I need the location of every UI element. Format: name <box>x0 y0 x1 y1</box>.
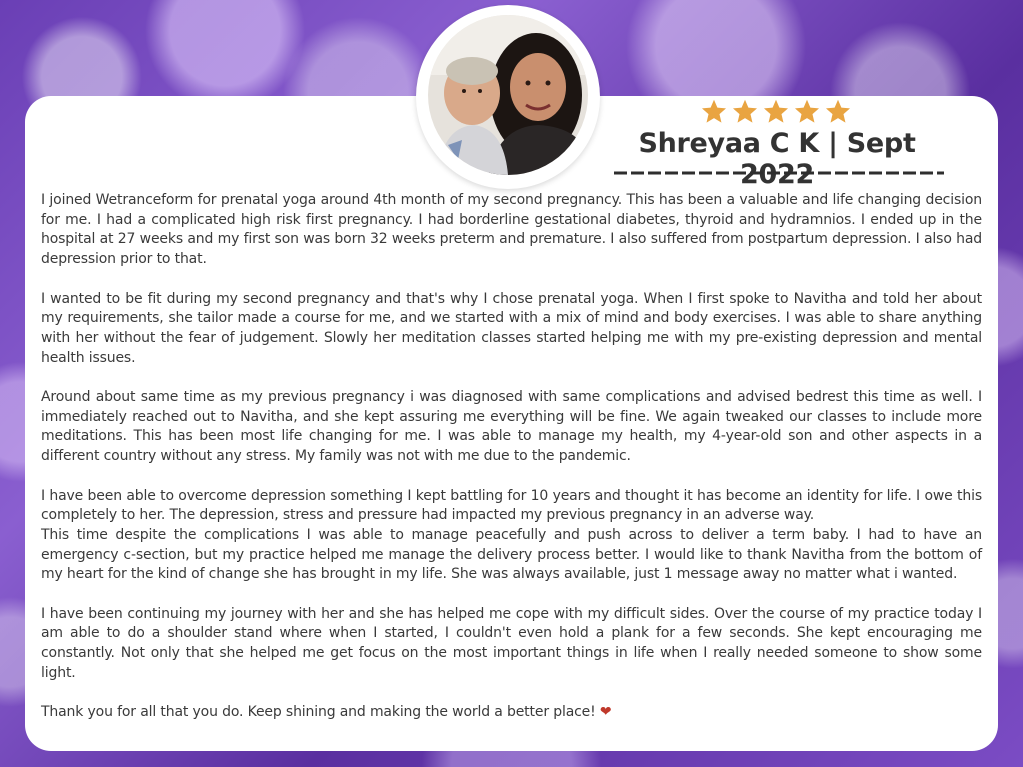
paragraph: I joined Wetranceform for prenatal yoga around 4th month of my second pregnancy. This has been a valuable and life changing decision for me. I had a complicated high risk first pregnancy. I had borderline gestational diabetes, thyroid and hydramnios. I ended up in the hospital at 27 weeks and my first son was born 32 weeks preterm and premature. I also suffered from postpartum depression. I also had depression prior to that. <box>41 192 982 268</box>
avatar <box>416 5 600 189</box>
closing-line <box>41 703 982 723</box>
avatar-photo <box>428 15 588 175</box>
name-underline <box>612 169 946 177</box>
paragraph: This time despite the complications I was able to manage peacefully and push across to deliver a term baby. I had to have an emergency c-section, but my practice helped me manage the delivery process better. I would like to thank Navitha from the bottom of my heart for the kind of change she has brought in my life. She was always available, just 1 message away no matter what i wanted. <box>41 526 982 583</box>
closing-text: Thank you for all that you do. Keep shining and making the world a better place! <box>41 704 596 721</box>
star-icon <box>793 98 821 126</box>
rating-stars <box>700 98 856 128</box>
star-icon <box>762 98 790 126</box>
star-icon <box>731 98 759 126</box>
paragraph: I wanted to be fit during my second pregnancy and that's why I chose prenatal yoga. When I first spoke to Navitha and told her about my requirements, she tailor made a course for me, and we started with a mix of mind and body exercises. I was able to share anything with her without the fear of judgement. Slowly her meditation classes started helping me with my pre-existing depression and mental health issues. <box>41 290 982 366</box>
heart-icon: ❤ <box>599 704 612 721</box>
paragraph: I have been continuing my journey with her and she has helped me cope with my difficult sides. Over the course of my practice today I am able to do a shoulder stand where when I started, I couldn't even hold a plank for a few seconds. She kept encouraging me constantly. Not only that she helped me get focus on the most important things in life when I really needed someone to show some light. <box>41 605 982 681</box>
paragraph: Around about same time as my previous pregnancy i was diagnosed with same complications and advised bedrest this time as well. I immediately reached out to Navitha, and she kept assuring me everything will be fine. We again tweaked our classes to include more meditations. This has been most life changing for me. I was able to manage my health, my 4-year-old son and other aspects in a different country without any stress. My family was not with me due to the pandemic. <box>41 389 982 465</box>
star-icon <box>700 98 728 126</box>
testimonial-text <box>41 191 982 723</box>
star-icon <box>824 98 852 126</box>
reviewer-name-date: Shreyaa C K | Sept 2022 <box>638 128 916 190</box>
paragraph: I have been able to overcome depression something I kept battling for 10 years and thought it has become an identity for life. I owe this completely to her. The depression, stress and pressure had impacted my previous pregnancy in an adverse way. <box>41 487 982 524</box>
